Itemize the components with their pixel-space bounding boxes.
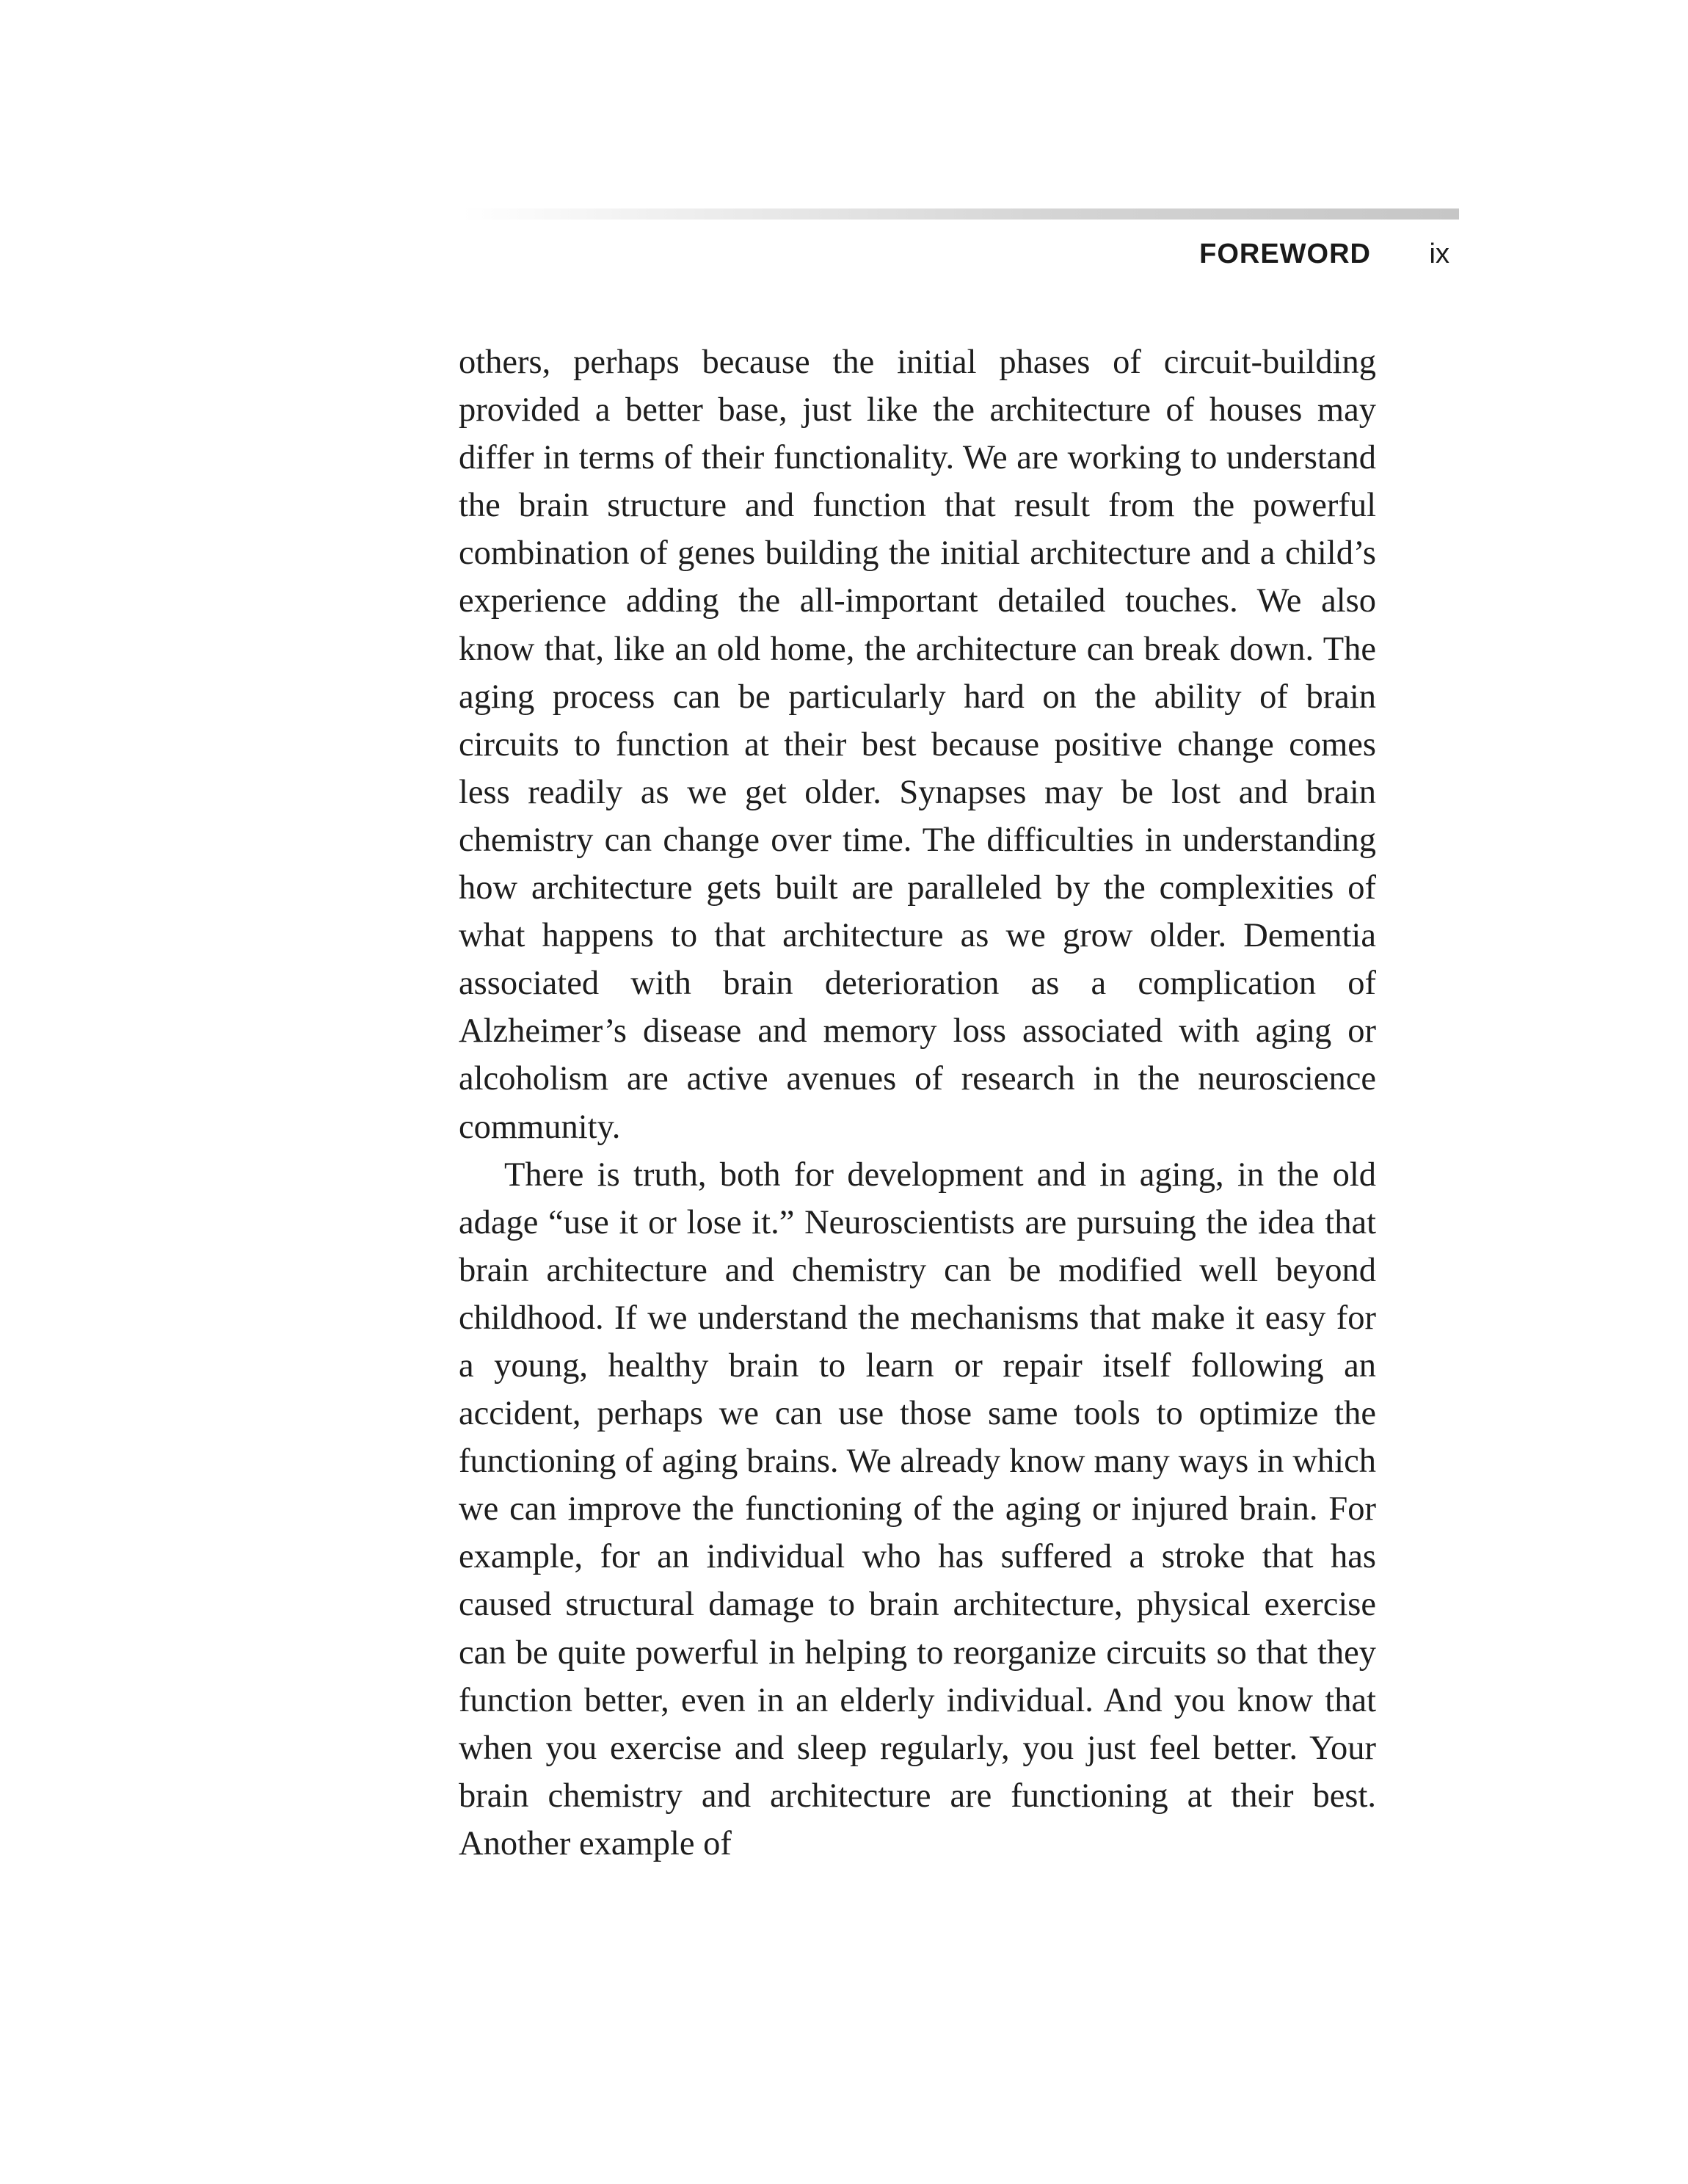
body-text — [459, 338, 1376, 1868]
paragraph: There is truth, both for development and in aging, in the old adage “use it or lose it.” Neuroscientists are pursuing the idea that brain architecture and chemistry can be modified well beyond childhood. If we understand the mechanisms that make it easy for a young, healthy brain to learn or repair itself following an accident, perhaps we can use those same tools to optimize the functioning of aging brains. We already know many ways in which we can improve the functioning of the aging or injured brain. For example, for an individual who has suffered a stroke that has caused structural damage to brain architecture, physical exercise can be quite powerful in helping to reorganize circuits so that they function better, even in an elderly individual. And you know that when you exercise and sleep regularly, you just feel better. Your brain chemistry and architecture are functioning at their best. Another example of — [459, 1156, 1376, 1862]
paragraph: others, perhaps because the initial phases of circuit-building provided a better base, just like the architecture of houses may differ in terms of their functionality. We are working to understand the brain structure and function that result from the powerful combination of genes building the initial architecture and a child’s experience adding the all-important detailed touches. We also know that, like an old home, the architecture can break down. The aging process can be particularly hard on the ability of brain circuits to function at their best because positive change comes less readily as we get older. Synapses may be lost and brain chemistry can change over time. The difficulties in understanding how architecture gets built are paralleled by the complexities of what happens to that architecture as we grow older. Dementia associated with brain deterioration as a complication of Alzheimer’s disease and memory loss associated with aging or alcoholism are active avenues of research in the neuroscience community. — [459, 344, 1376, 1146]
header-rule — [462, 208, 1459, 220]
page-number: ix — [1429, 239, 1449, 269]
running-head: FOREWORD — [1199, 239, 1371, 269]
